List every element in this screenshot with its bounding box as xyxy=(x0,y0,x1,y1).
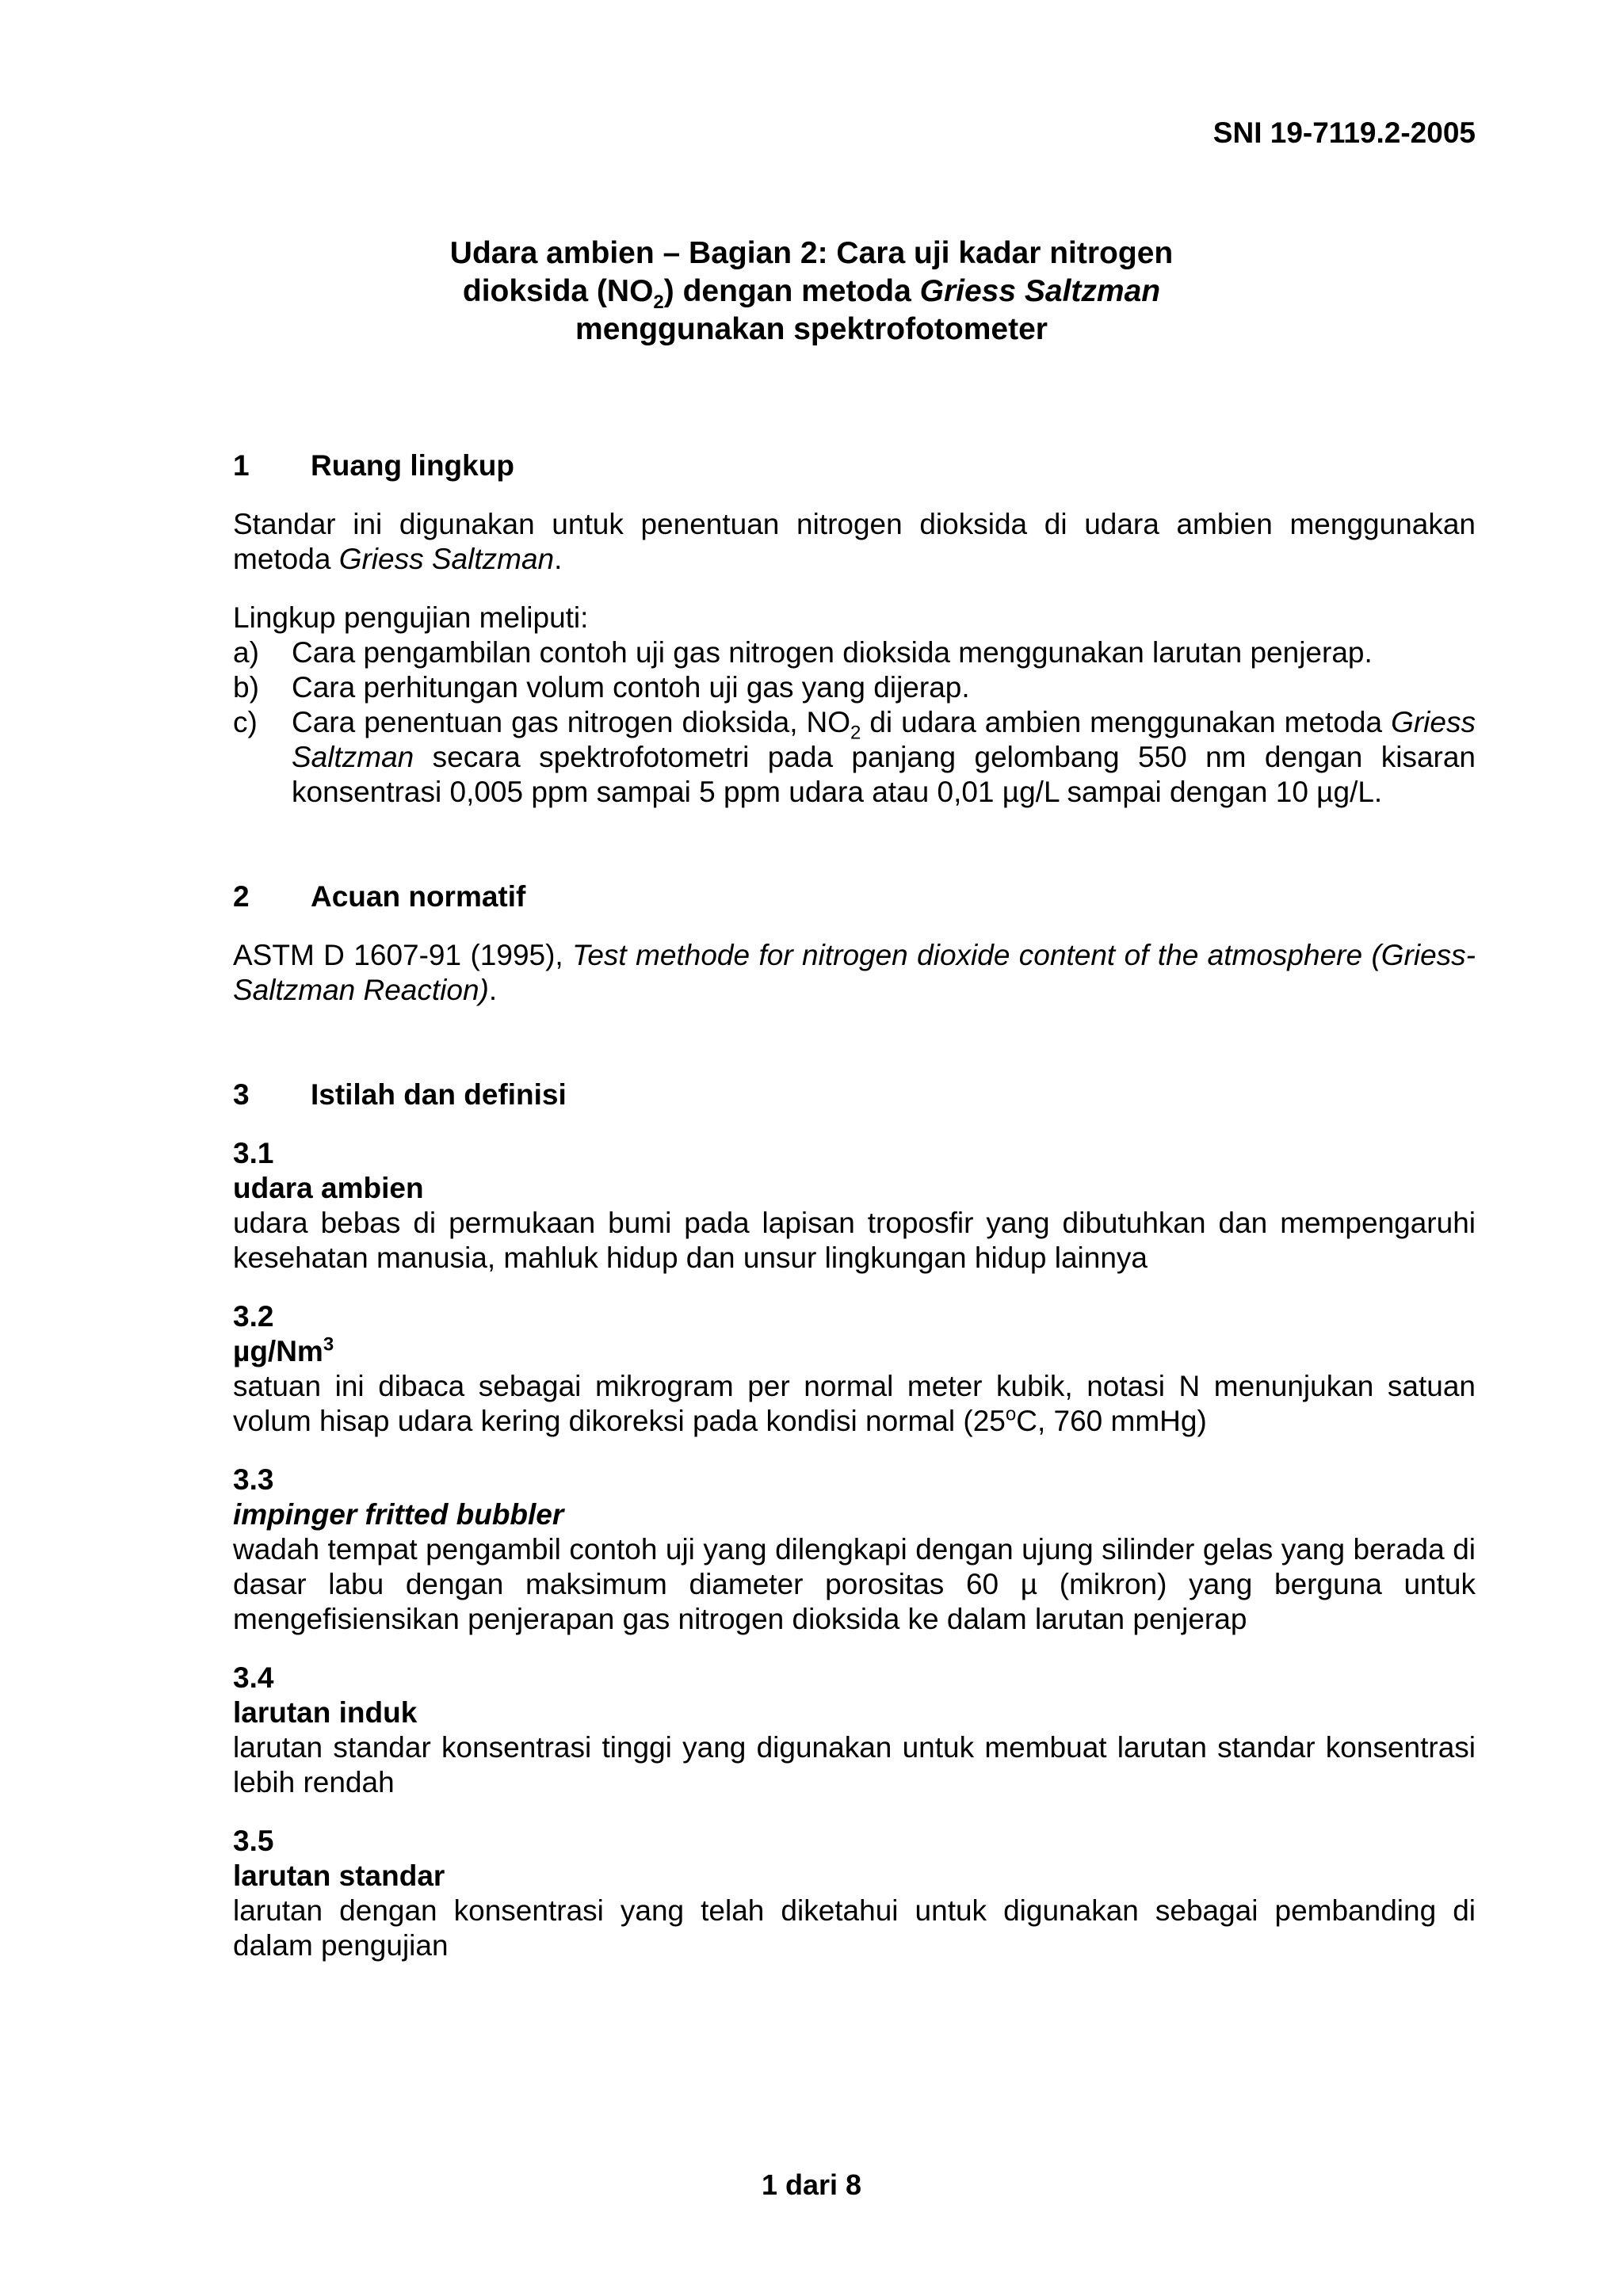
definition-number: 3.2 xyxy=(233,1300,274,1333)
definition-term xyxy=(233,1334,1476,1369)
list-marker: a) xyxy=(233,636,259,669)
definition-term: larutan standar xyxy=(233,1859,445,1892)
definition-text-part: C, 760 mmHg) xyxy=(1016,1405,1207,1437)
section-heading-1 xyxy=(233,448,1476,483)
list-item-text-part: Cara penentuan gas nitrogen dioksida, NO xyxy=(292,706,850,738)
scope-paragraph xyxy=(233,507,1476,577)
reference-text: ASTM D 1607-91 (1995), xyxy=(233,939,573,971)
definition-text xyxy=(233,1369,1476,1439)
title-line-1: Udara ambien – Bagian 2: Cara uji kadar nitrogen xyxy=(449,236,1174,270)
definition-number: 3.5 xyxy=(233,1825,274,1857)
list-item-italic: Griess Saltzman xyxy=(292,706,1476,773)
scope-list-label: Lingkup pengujian meliputi: xyxy=(233,601,589,634)
section-heading-2 xyxy=(233,879,1476,914)
superscript: o xyxy=(1005,1403,1017,1425)
list-marker: c) xyxy=(233,706,258,738)
list-marker: b) xyxy=(233,671,259,704)
definition-text-part: satuan ini dibaca sebagai mikrogram per normal meter kubik, notasi N menunjukan satuan volum hisap udara kering dikoreksi pada kondisi normal (25 xyxy=(233,1370,1476,1437)
page-number: 1 dari 8 xyxy=(761,2168,862,2201)
document-title xyxy=(0,235,1623,349)
definition-text: udara bebas di permukaan bumi pada lapisan troposfir yang dibutuhkan dan mempengaruhi kesehatan manusia, mahluk hidup dan unsur lingkungan hidup lainnya xyxy=(233,1207,1476,1274)
paragraph-text: Standar ini digunakan untuk penentuan nitrogen dioksida di udara ambien menggunakan metoda xyxy=(233,508,1476,575)
definition-number: 3.4 xyxy=(233,1661,274,1694)
title-subscript: 2 xyxy=(653,291,664,313)
title-text: ) dengan metoda xyxy=(663,274,920,308)
definition-number: 3.3 xyxy=(233,1463,274,1496)
definition-term: impinger fritted bubbler xyxy=(233,1498,564,1531)
definition-3-2 xyxy=(233,1299,1476,1439)
subscript: 2 xyxy=(850,722,861,744)
reference-italic: Test methode for nitrogen dioxide content of the atmosphere (Griess-Saltzman Reaction) xyxy=(233,939,1476,1006)
definition-text: wadah tempat pengambil contoh uji yang dilengkapi dengan ujung silinder gelas yang berada di dasar labu dengan maksimum diameter porositas 60 µ (mikron) yang berguna untuk mengefisiensikan penjerapan gas nitrogen dioksida ke dalam larutan penjerap xyxy=(233,1533,1476,1635)
definition-3-1 xyxy=(233,1136,1476,1276)
paragraph-text: . xyxy=(554,543,563,575)
section-number: 1 xyxy=(233,449,250,482)
section-title: Istilah dan definisi xyxy=(311,1078,567,1111)
definition-text: larutan dengan konsentrasi yang telah diketahui untuk digunakan sebagai pembanding di dalam pengujian xyxy=(233,1894,1476,1962)
definition-term: udara ambien xyxy=(233,1172,424,1204)
list-item-text: Cara perhitungan volum contoh uji gas yang dijerap. xyxy=(292,671,970,704)
reference-text: . xyxy=(488,974,498,1006)
definition-text: larutan standar konsentrasi tinggi yang digunakan untuk membuat larutan standar konsentrasi lebih rendah xyxy=(233,1731,1476,1798)
list-item-text-part: secara spektrofotometri pada panjang gelombang 550 nm dengan kisaran konsentrasi 0,005 ppm sampai 5 ppm udara atau 0,01 µg/L sampai dengan 10 µg/L. xyxy=(292,741,1476,808)
section-number: 2 xyxy=(233,880,250,913)
definition-3-3 xyxy=(233,1463,1476,1637)
list-item-text: Cara pengambilan contoh uji gas nitrogen dioksida menggunakan larutan penjerap. xyxy=(292,636,1373,669)
normative-reference xyxy=(233,938,1476,1008)
document-code: SNI 19-7119.2-2005 xyxy=(1212,116,1476,149)
section-title: Ruang lingkup xyxy=(311,449,514,482)
section-title: Acuan normatif xyxy=(311,880,526,913)
list-item-text-part: di udara ambien menggunakan metoda xyxy=(861,706,1392,738)
section-heading-3 xyxy=(233,1077,1476,1112)
definition-3-4 xyxy=(233,1661,1476,1800)
list-item xyxy=(233,670,1476,705)
definition-number: 3.1 xyxy=(233,1137,274,1169)
title-line-3: menggunakan spektrofotometer xyxy=(575,312,1048,346)
definition-term: larutan induk xyxy=(233,1696,418,1729)
title-italic: Griess Saltzman xyxy=(919,274,1161,308)
superscript: 3 xyxy=(323,1333,334,1356)
paragraph-italic: Griess Saltzman xyxy=(338,543,555,575)
title-text: dioksida (NO xyxy=(462,274,654,308)
title-line-2 xyxy=(0,273,1623,311)
definition-3-5 xyxy=(233,1824,1476,1963)
list-item-text xyxy=(292,705,1476,810)
definition-term-text: µg/Nm xyxy=(233,1335,323,1367)
list-item xyxy=(233,705,1476,810)
document-body xyxy=(233,448,1476,1963)
scope-list xyxy=(233,635,1476,810)
section-number: 3 xyxy=(233,1078,250,1111)
list-item xyxy=(233,635,1476,670)
